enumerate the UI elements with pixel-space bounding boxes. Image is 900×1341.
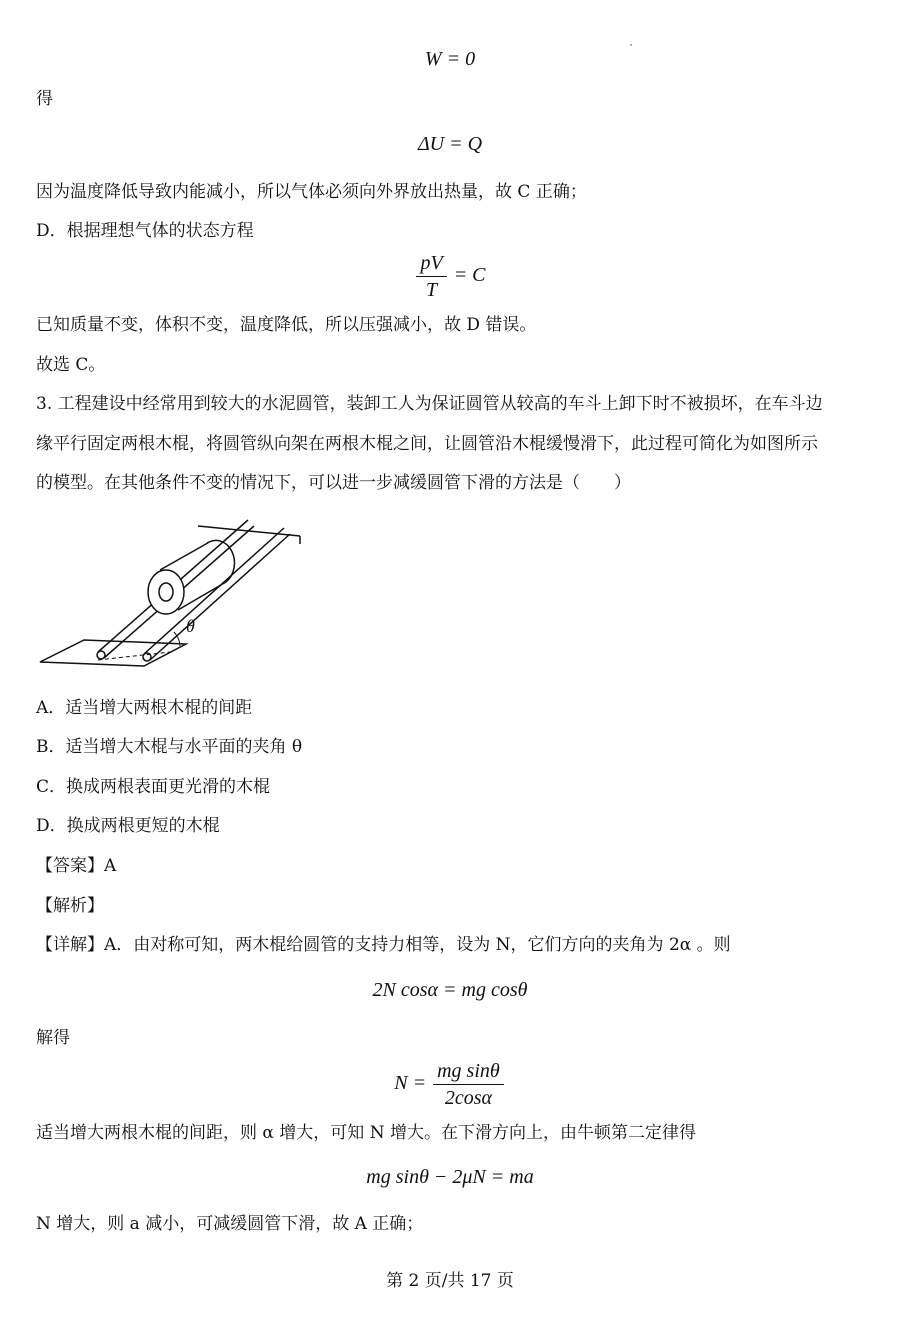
option-a: A．适当增大两根木棍的间距 bbox=[36, 698, 253, 718]
fraction-numerator: mg sinθ bbox=[433, 1058, 504, 1085]
option-d: D．换成两根更短的木棍 bbox=[36, 816, 220, 836]
fraction-denominator: T bbox=[426, 279, 438, 301]
text-d-conclusion: 已知质量不变，体积不变，温度降低，所以压强减小，故 D 错误。 bbox=[36, 315, 537, 335]
option-b: B．适当增大木棍与水平面的夹角 θ bbox=[36, 737, 303, 757]
text-choose: 故选 C。 bbox=[36, 355, 106, 375]
option-c: C．换成两根表面更光滑的木棍 bbox=[36, 777, 271, 797]
fraction-numerator: pV bbox=[416, 250, 446, 277]
page-footer: 第 2 页/共 17 页 bbox=[386, 1271, 514, 1291]
equation-force-balance: 2N cosα = mg cosθ bbox=[372, 979, 528, 1001]
fraction-pv-t bbox=[416, 250, 446, 303]
text-final: N 增大，则 a 减小，可减缓圆管下滑，故 A 正确； bbox=[36, 1214, 424, 1234]
text-d-intro: D．根据理想气体的状态方程 bbox=[36, 221, 254, 241]
equation-state bbox=[0, 250, 900, 303]
text-jiede: 解得 bbox=[36, 1028, 70, 1048]
theta-label: θ bbox=[186, 616, 195, 636]
detail-text: 【详解】A．由对称可知，两木棍给圆管的支持力相等，设为 N，它们方向的夹角为 2α 。则 bbox=[36, 935, 731, 955]
text-increase: 适当增大两根木棍的间距，则 α 增大，可知 N 增大。在下滑方向上，由牛顿第二定律得 bbox=[36, 1123, 696, 1143]
question-3-line-2: 缘平行固定两根木棍，将圆管纵向架在两根木棍之间，让圆管沿木棍缓慢滑下，此过程可简化为如图所示 bbox=[36, 434, 818, 454]
equation-w: W = 0 bbox=[424, 48, 476, 70]
question-3-line-3: 的模型。在其他条件不变的情况下，可以进一步减缓圆管下滑的方法是（ ） bbox=[36, 473, 631, 493]
text-reason-c: 因为温度降低导致内能减小，所以气体必须向外界放出热量，故 C 正确； bbox=[36, 182, 587, 202]
equation-newton: mg sinθ − 2μN = ma bbox=[366, 1166, 534, 1188]
fraction-n bbox=[433, 1058, 504, 1111]
answer: 【答案】A bbox=[36, 856, 117, 876]
equation-n-lhs: N = bbox=[394, 1072, 427, 1095]
equation-rhs: = C bbox=[453, 264, 486, 287]
pipe-on-rods-figure bbox=[36, 512, 316, 672]
pipe-front-face bbox=[148, 570, 184, 614]
rod-back-end bbox=[97, 651, 105, 659]
analysis-heading: 【解析】 bbox=[36, 896, 104, 916]
equation-n bbox=[0, 1058, 900, 1111]
fraction-denominator: 2cosα bbox=[444, 1087, 492, 1109]
question-3-line-1: 3. 工程建设中经常用到较大的水泥圆管，装卸工人为保证圆管从较高的车斗上卸下时不被损坏，在车斗边 bbox=[36, 394, 823, 414]
equation-du: ΔU = Q bbox=[417, 133, 483, 155]
text-de: 得 bbox=[36, 89, 53, 109]
